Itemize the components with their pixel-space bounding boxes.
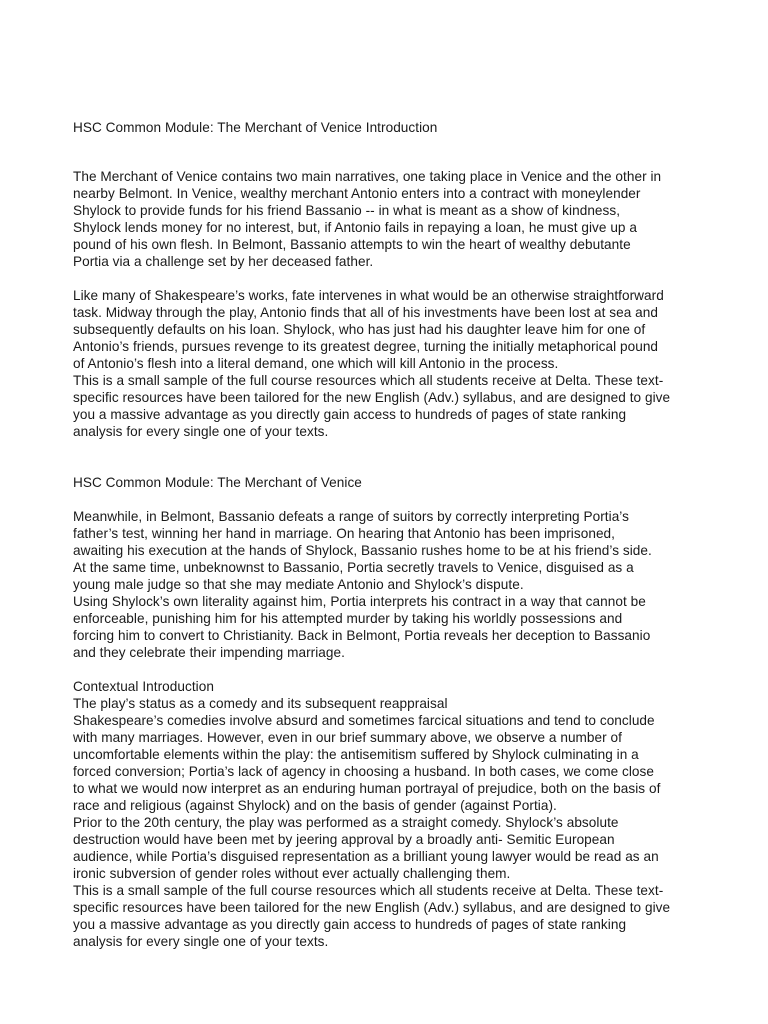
text-line: specific resources have been tailored for the new English (Adv.) syllabus, and are designed to give: [73, 900, 671, 915]
text-line: father’s test, winning her hand in marriage. On hearing that Antonio has been imprisoned,: [73, 526, 615, 541]
section-title: HSC Common Module: The Merchant of Venice: [73, 475, 362, 490]
fate-paragraph: [73, 287, 713, 372]
text-line: This is a small sample of the full course resources which all students receive at Delta. These text-: [73, 883, 664, 898]
text-line: Portia via a challenge set by her deceased father.: [73, 254, 374, 269]
text-line: with many marriages. However, even in our brief summary above, we observe a number of: [73, 730, 622, 745]
text-line: Prior to the 20th century, the play was performed as a straight comedy. Shylock’s absolute: [73, 815, 619, 830]
text-line: At the same time, unbeknownst to Bassanio, Portia secretly travels to Venice, disguised as a: [73, 560, 634, 575]
text-line: nearby Belmont. In Venice, wealthy merchant Antonio enters into a contract with moneylender: [73, 186, 641, 201]
text-line: pound of his own flesh. In Belmont, Bassanio attempts to win the heart of wealthy debutante: [73, 237, 631, 252]
text-line: This is a small sample of the full course resources which all students receive at Delta. These text-: [73, 373, 664, 388]
text-line: ironic subversion of gender roles without ever actually challenging them.: [73, 866, 511, 881]
text-line: enforceable, punishing him for his attempted murder by taking his worldly possessions and: [73, 611, 623, 626]
document-page: [73, 119, 713, 950]
text-line: awaiting his execution at the hands of Shylock, Bassanio rushes home to be at his friend’s side.: [73, 543, 652, 558]
text-line: Antonio’s friends, pursues revenge to its greatest degree, turning the initially metaphorical pound: [73, 339, 659, 354]
text-line: Shylock lends money for no interest, but, if Antonio fails in repaying a loan, he must give up a: [73, 220, 637, 235]
text-line: and they celebrate their impending marriage.: [73, 645, 345, 660]
text-line: Like many of Shakespeare’s works, fate intervenes in what would be an otherwise straightforward: [73, 288, 664, 303]
text-line: audience, while Portia’s disguised representation as a brilliant young lawyer would be read as an: [73, 849, 659, 864]
text-line: race and religious (against Shylock) and on the basis of gender (against Portia).: [73, 798, 557, 813]
text-line: Shakespeare’s comedies involve absurd and sometimes farcical situations and tend to conclude: [73, 713, 655, 728]
intro-paragraph: [73, 168, 713, 270]
text-line: forcing him to convert to Christianity. Back in Belmont, Portia reveals her deception to Bassanio: [73, 628, 651, 643]
text-line: Using Shylock’s own literality against him, Portia interprets his contract in a way that cannot be: [73, 594, 646, 609]
text-line: specific resources have been tailored for the new English (Adv.) syllabus, and are designed to give: [73, 390, 671, 405]
promo-paragraph: [73, 882, 713, 950]
text-line: analysis for every single one of your texts.: [73, 934, 329, 949]
text-line: of Antonio’s flesh into a literal demand, one which will kill Antonio in the process.: [73, 356, 559, 371]
comedy-paragraph: [73, 712, 713, 882]
promo-paragraph: [73, 372, 713, 440]
belmont-paragraph: [73, 508, 713, 661]
context-subheading: The play’s status as a comedy and its subsequent reappraisal: [73, 696, 448, 711]
text-line: forced conversion; Portia’s lack of agency in choosing a husband. In both cases, we come close: [73, 764, 654, 779]
text-line: uncomfortable elements within the play: the antisemitism suffered by Shylock culminating in a: [73, 747, 639, 762]
text-line: young male judge so that she may mediate Antonio and Shylock’s dispute.: [73, 577, 524, 592]
section-title: HSC Common Module: The Merchant of Venice Introduction: [73, 120, 438, 135]
text-line: The Merchant of Venice contains two main narratives, one taking place in Venice and the other in: [73, 169, 662, 184]
context-heading: Contextual Introduction: [73, 679, 214, 694]
text-line: task. Midway through the play, Antonio finds that all of his investments have been lost at sea and: [73, 305, 658, 320]
text-line: Shylock to provide funds for his friend Bassanio -- in what is meant as a show of kindness,: [73, 203, 621, 218]
text-line: analysis for every single one of your texts.: [73, 424, 329, 439]
text-line: subsequently defaults on his loan. Shylock, who has just had his daughter leave him for one of: [73, 322, 646, 337]
text-line: Meanwhile, in Belmont, Bassanio defeats a range of suitors by correctly interpreting Portia’s: [73, 509, 629, 524]
text-line: you a massive advantage as you directly gain access to hundreds of pages of state ranking: [73, 407, 627, 422]
text-line: to what we would now interpret as an enduring human portrayal of prejudice, both on the basis of: [73, 781, 661, 796]
text-line: you a massive advantage as you directly gain access to hundreds of pages of state ranking: [73, 917, 627, 932]
text-line: destruction would have been met by jeering approval by a broadly anti- Semitic European: [73, 832, 615, 847]
